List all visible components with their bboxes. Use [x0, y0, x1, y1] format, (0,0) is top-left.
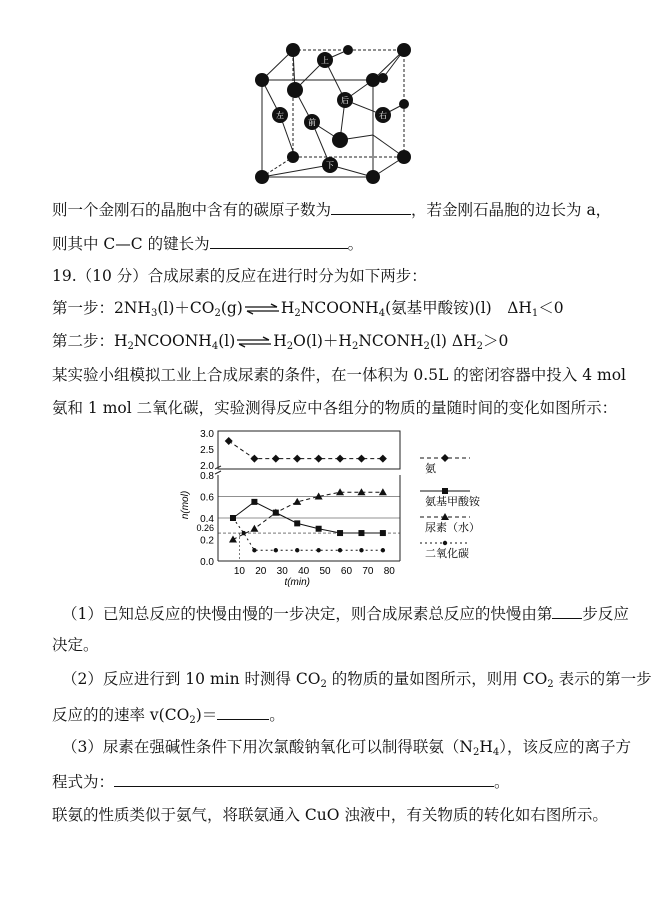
data-point-ammonia [272, 455, 280, 463]
data-point-ammonia [315, 455, 323, 463]
q18-line1: 则一个金刚石的晶胞中含有的碳原子数为 ，若金刚石晶胞的边长为 a， [52, 198, 611, 220]
label-left: 左 [276, 111, 284, 120]
data-point-co2 [241, 531, 245, 535]
data-point-co2 [338, 548, 342, 552]
data-point-co2 [231, 516, 235, 520]
x-tick-label: 10 [233, 566, 245, 577]
data-point-urea [250, 525, 258, 532]
x-tick-label: 30 [276, 566, 288, 577]
data-point-co2 [359, 548, 363, 552]
x-tick-label: 20 [255, 566, 267, 577]
y-axis-label: n(mol) [180, 490, 191, 520]
q18-line2: 则其中 C—C 的键长为 。 [52, 232, 363, 254]
data-point-ammonia [225, 437, 233, 445]
equilibrium-arrow-icon [243, 304, 281, 314]
chart-upper-panel [218, 431, 400, 469]
y-tick-label: 0.6 [200, 492, 214, 504]
q19-sub3-line1: （3）尿素在强碱性条件下用次氯酸钠氧化可以制得联氨$(N_2H_4)$，该反应的离子方 [62, 738, 631, 758]
x-tick-label: 40 [298, 566, 310, 577]
label-front: 前 [308, 118, 316, 127]
q19-step2: 第二步：$H_2NCOONH_4(l)$ $H_2O(l)+H_2NCONH_2(l)$ $\Delta H_2>0$ [52, 332, 509, 352]
data-point-co2 [252, 548, 256, 552]
equilibrium-arrow-icon [235, 337, 273, 347]
legend-label: 氨基甲酸铵 [425, 496, 480, 508]
data-point-carbamate [294, 520, 300, 526]
label-right: 右 [379, 111, 387, 120]
data-point-ammonia [441, 454, 449, 462]
x-tick-label: 70 [362, 566, 374, 577]
y-tick-label: 0.2 [200, 535, 214, 547]
q19-desc2: 氨和 1 mol 二氧化碳，实验测得反应中各组分的物质的量随时间的变化如图所示： [52, 399, 618, 417]
y-tick-label: 0.0 [200, 557, 214, 568]
y-tick-label: 3.0 [200, 429, 214, 440]
data-point-carbamate [358, 530, 364, 536]
y-tick-label-extra: 0.26 [196, 523, 214, 534]
data-point-ammonia [293, 455, 301, 463]
answer-blank-bond-length[interactable] [210, 232, 348, 249]
data-point-ammonia [357, 455, 365, 463]
data-point-ammonia [250, 455, 258, 463]
y-tick-label: 2.0 [200, 461, 214, 472]
data-point-co2 [443, 541, 447, 545]
y-tick-label: 2.5 [200, 445, 214, 456]
data-point-carbamate [337, 530, 343, 536]
q19-step1: 第一步：$2NH_3(l)+CO_2(g)$ $H_2NCOONH_4$(氨基甲酸铵)(l) $\Delta H_1<0$ [52, 299, 564, 319]
answer-blank-step[interactable] [552, 602, 582, 619]
x-tick-label: 60 [340, 566, 353, 577]
legend-label: 二氧化碳 [425, 548, 469, 560]
data-point-urea [229, 536, 237, 543]
axis-break-mark [215, 471, 221, 474]
data-point-co2 [295, 548, 299, 552]
legend-label: 氨 [425, 463, 436, 475]
x-axis-label: t(min) [284, 577, 311, 588]
data-point-carbamate [316, 526, 322, 532]
data-point-co2 [274, 548, 278, 552]
data-point-co2 [381, 548, 385, 552]
q19-sub1-line1: （1）已知总反应的快慢由慢的一步决定，则合成尿素总反应的快慢由第 步反应 [62, 602, 629, 624]
y-tick-label: 0.4 [200, 514, 214, 525]
legend-label: 尿素（水） [425, 522, 480, 534]
q19-last-line: 联氨的性质类似于氨气，将联氨通入 CuO 浊液中，有关物质的转化如右图所示。 [52, 806, 608, 824]
data-point-co2 [316, 548, 320, 552]
y-tick-label: 0.8 [200, 471, 214, 482]
data-point-ammonia [379, 455, 387, 463]
data-point-urea [379, 488, 387, 495]
label-bottom: 下 [326, 161, 334, 170]
answer-blank-atom-count[interactable] [331, 198, 411, 215]
label-top: 上 [321, 56, 329, 65]
data-point-carbamate [251, 499, 257, 505]
series-line-0 [229, 441, 383, 459]
data-point-carbamate [380, 530, 386, 536]
q19-sub1-line2: 决定。 [52, 636, 99, 654]
q19-desc1: 某实验小组模拟工业上合成尿素的条件，在一体积为 0.5L 的密闭容器中投入 4 mol [52, 366, 627, 384]
q19-sub3-line2: 程式为： 。 [52, 770, 510, 792]
diamond-unit-cell-figure [0, 0, 640, 200]
x-tick-label: 80 [383, 566, 395, 577]
data-point-carbamate [442, 488, 448, 494]
answer-blank-ionic-equation[interactable] [114, 770, 494, 787]
q19-sub2-line2: 反应的的速率 $v(CO_2)=$ 。 [52, 703, 285, 725]
mole-time-chart [0, 425, 640, 595]
q19-header: 19.（10 分）合成尿素的反应在进行时分为如下两步： [52, 267, 427, 285]
answer-blank-rate[interactable] [217, 703, 269, 720]
data-point-ammonia [336, 455, 344, 463]
label-back: 后 [341, 96, 349, 105]
q19-sub2-line1: （2）反应进行到 10 min 时测得 $CO_2$ 的物质的量如图所示，则用 $CO_2$ 表示的第一步 [62, 670, 652, 690]
x-tick-label: 50 [319, 566, 331, 577]
